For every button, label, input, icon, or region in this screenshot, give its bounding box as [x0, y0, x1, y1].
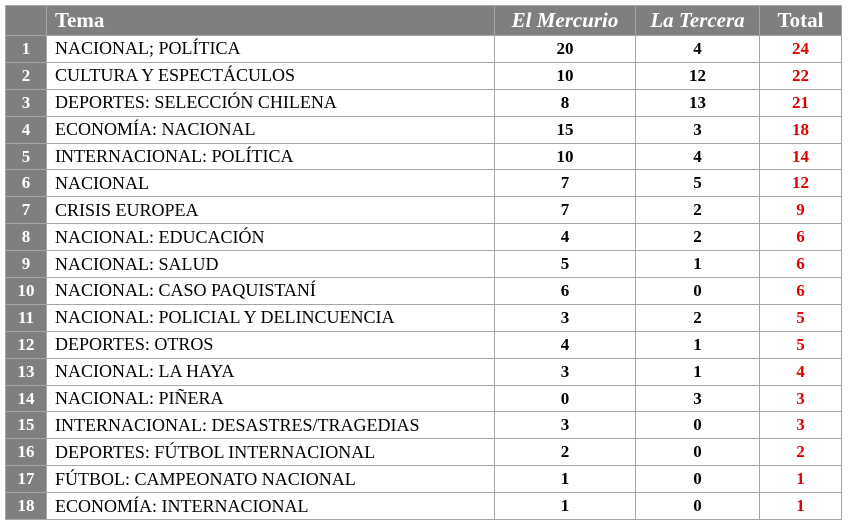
row-la-tercera: 0: [636, 278, 760, 305]
row-number: 5: [6, 143, 47, 170]
table-row: [6, 170, 842, 197]
row-el-mercurio: 1: [495, 493, 636, 520]
row-total: 5: [760, 304, 842, 331]
row-number: 3: [6, 89, 47, 116]
row-tema: NACIONAL: [47, 170, 495, 197]
row-el-mercurio: 0: [495, 385, 636, 412]
table-row: [6, 224, 842, 251]
row-total: 18: [760, 116, 842, 143]
row-la-tercera: 0: [636, 439, 760, 466]
row-total: 21: [760, 89, 842, 116]
row-tema: NACIONAL: SALUD: [47, 251, 495, 278]
row-total: 22: [760, 62, 842, 89]
row-la-tercera: 0: [636, 493, 760, 520]
row-el-mercurio: 4: [495, 224, 636, 251]
row-el-mercurio: 2: [495, 439, 636, 466]
topics-table: [5, 5, 842, 520]
row-el-mercurio: 7: [495, 197, 636, 224]
row-el-mercurio: 3: [495, 412, 636, 439]
row-tema: DEPORTES: SELECCIÓN CHILENA: [47, 89, 495, 116]
row-el-mercurio: 10: [495, 62, 636, 89]
table-row: [6, 493, 842, 520]
row-la-tercera: 4: [636, 143, 760, 170]
table-row: [6, 439, 842, 466]
row-el-mercurio: 3: [495, 304, 636, 331]
header-el-mercurio: El Mercurio: [495, 6, 636, 36]
row-la-tercera: 0: [636, 466, 760, 493]
row-el-mercurio: 15: [495, 116, 636, 143]
table-row: [6, 278, 842, 305]
row-tema: FÚTBOL: CAMPEONATO NACIONAL: [47, 466, 495, 493]
table-row: [6, 197, 842, 224]
row-el-mercurio: 1: [495, 466, 636, 493]
row-la-tercera: 1: [636, 251, 760, 278]
table-row: [6, 466, 842, 493]
table-row: [6, 412, 842, 439]
header-la-tercera: La Tercera: [636, 6, 760, 36]
row-tema: INTERNACIONAL: POLÍTICA: [47, 143, 495, 170]
header-row: [6, 6, 842, 36]
row-number: 7: [6, 197, 47, 224]
row-tema: CULTURA Y ESPECTÁCULOS: [47, 62, 495, 89]
row-total: 4: [760, 358, 842, 385]
header-total: Total: [760, 6, 842, 36]
row-total: 3: [760, 412, 842, 439]
row-tema: NACIONAL: LA HAYA: [47, 358, 495, 385]
row-tema: NACIONAL: PIÑERA: [47, 385, 495, 412]
row-el-mercurio: 3: [495, 358, 636, 385]
row-la-tercera: 0: [636, 412, 760, 439]
row-tema: NACIONAL: CASO PAQUISTANÍ: [47, 278, 495, 305]
table-row: [6, 143, 842, 170]
row-number: 18: [6, 493, 47, 520]
row-tema: NACIONAL: EDUCACIÓN: [47, 224, 495, 251]
row-total: 6: [760, 224, 842, 251]
row-number: 4: [6, 116, 47, 143]
row-total: 1: [760, 493, 842, 520]
row-total: 24: [760, 36, 842, 63]
row-total: 14: [760, 143, 842, 170]
row-number: 10: [6, 278, 47, 305]
table-row: [6, 331, 842, 358]
table-row: [6, 89, 842, 116]
row-tema: ECONOMÍA: INTERNACIONAL: [47, 493, 495, 520]
row-la-tercera: 3: [636, 385, 760, 412]
row-tema: DEPORTES: OTROS: [47, 331, 495, 358]
table-row: [6, 385, 842, 412]
row-total: 6: [760, 278, 842, 305]
row-total: 12: [760, 170, 842, 197]
table-row: [6, 116, 842, 143]
row-number: 8: [6, 224, 47, 251]
row-total: 2: [760, 439, 842, 466]
row-number: 11: [6, 304, 47, 331]
row-number: 17: [6, 466, 47, 493]
table-row: [6, 36, 842, 63]
row-la-tercera: 2: [636, 304, 760, 331]
row-la-tercera: 2: [636, 197, 760, 224]
row-la-tercera: 5: [636, 170, 760, 197]
row-total: 3: [760, 385, 842, 412]
row-la-tercera: 4: [636, 36, 760, 63]
row-el-mercurio: 20: [495, 36, 636, 63]
row-number: 15: [6, 412, 47, 439]
table-row: [6, 251, 842, 278]
row-la-tercera: 3: [636, 116, 760, 143]
row-el-mercurio: 5: [495, 251, 636, 278]
header-tema: Tema: [47, 6, 495, 36]
table-row: [6, 358, 842, 385]
table-row: [6, 62, 842, 89]
row-la-tercera: 1: [636, 331, 760, 358]
row-el-mercurio: 4: [495, 331, 636, 358]
row-la-tercera: 12: [636, 62, 760, 89]
row-total: 9: [760, 197, 842, 224]
row-tema: CRISIS EUROPEA: [47, 197, 495, 224]
row-number: 2: [6, 62, 47, 89]
row-number: 16: [6, 439, 47, 466]
row-number: 1: [6, 36, 47, 63]
row-tema: INTERNACIONAL: DESASTRES/TRAGEDIAS: [47, 412, 495, 439]
row-el-mercurio: 10: [495, 143, 636, 170]
row-la-tercera: 2: [636, 224, 760, 251]
table-row: [6, 304, 842, 331]
row-la-tercera: 13: [636, 89, 760, 116]
row-total: 5: [760, 331, 842, 358]
row-el-mercurio: 6: [495, 278, 636, 305]
row-number: 12: [6, 331, 47, 358]
row-tema: ECONOMÍA: NACIONAL: [47, 116, 495, 143]
row-number: 14: [6, 385, 47, 412]
row-el-mercurio: 8: [495, 89, 636, 116]
row-tema: DEPORTES: FÚTBOL INTERNACIONAL: [47, 439, 495, 466]
row-number: 9: [6, 251, 47, 278]
row-el-mercurio: 7: [495, 170, 636, 197]
row-number: 13: [6, 358, 47, 385]
row-tema: NACIONAL; POLÍTICA: [47, 36, 495, 63]
row-total: 6: [760, 251, 842, 278]
row-total: 1: [760, 466, 842, 493]
row-number: 6: [6, 170, 47, 197]
row-tema: NACIONAL: POLICIAL Y DELINCUENCIA: [47, 304, 495, 331]
row-la-tercera: 1: [636, 358, 760, 385]
header-num: [6, 6, 47, 36]
